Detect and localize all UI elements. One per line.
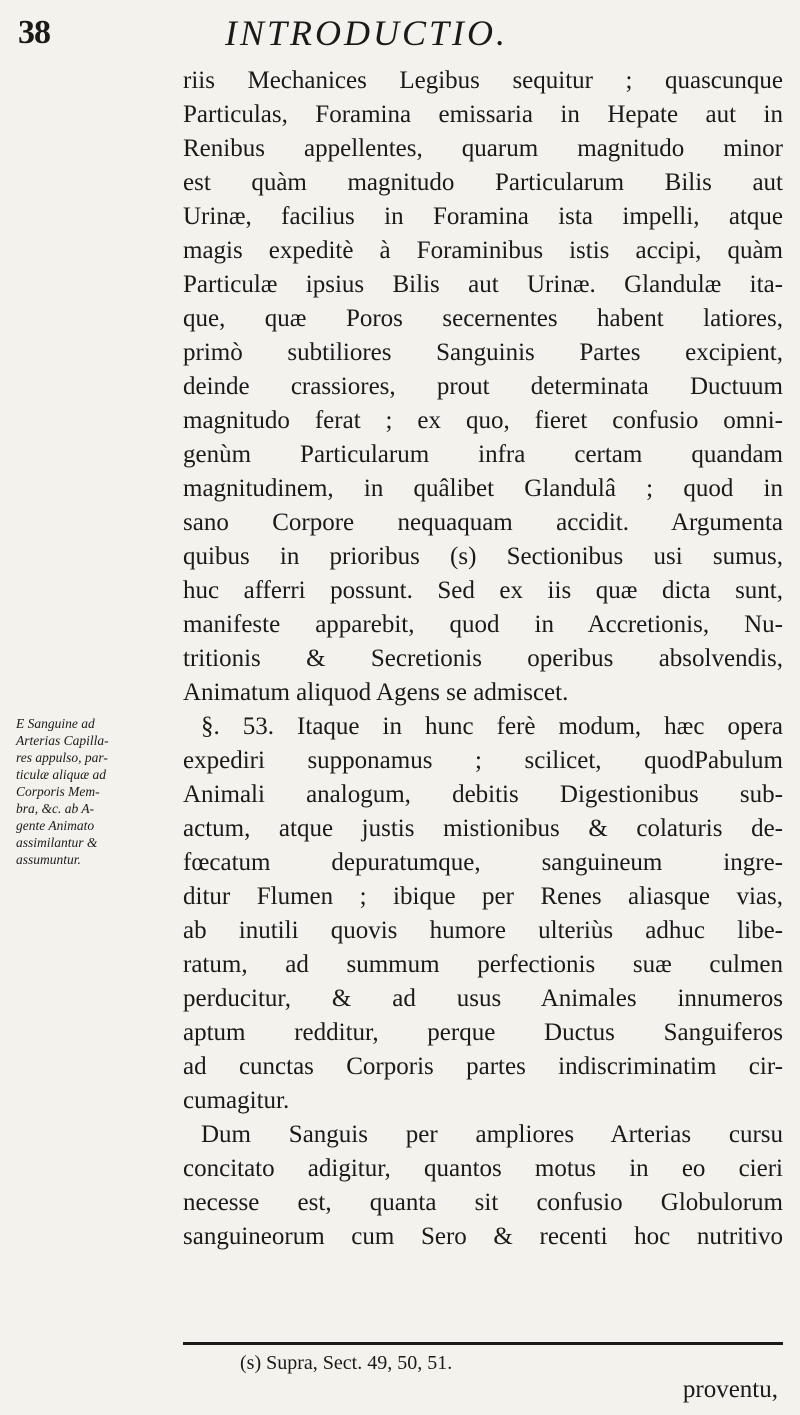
text-line: magnitudinem, in quâlibet Glandulâ ; quod in <box>183 475 783 502</box>
marginal-note-line: Corporis Mem- <box>16 784 100 799</box>
footnote: (s) Supra, Sect. 49, 50, 51. <box>240 1352 453 1374</box>
text-line: ab inutili quovis humore ulteriùs adhuc libe- <box>183 917 783 944</box>
page-number: 38 <box>18 14 50 51</box>
text-line: ratum, ad summum perfectionis suæ culmen <box>183 951 783 978</box>
catchword: proventu, <box>682 1376 778 1403</box>
marginal-note-line: E Sanguine ad <box>16 716 95 731</box>
text-line: aptum redditur, perque Ductus Sanguiferos <box>183 1019 783 1046</box>
text-line: sano Corpore nequaquam accidit. Argumenta <box>183 509 783 536</box>
marginal-note-line: ticulæ aliquæ ad <box>16 767 107 782</box>
text-line: deinde crassiores, prout determinata Ductuum <box>183 373 783 400</box>
text-line: Particulæ ipsius Bilis aut Urinæ. Glandulæ ita- <box>183 271 783 298</box>
section-53-first-line: §. 53. Itaque in hunc ferè modum, hæc opera <box>201 713 783 740</box>
text-line: actum, atque justis mistionibus & colaturis de- <box>183 815 783 842</box>
text-line: sanguineorum cum Sero & recenti hoc nutritivo <box>183 1223 783 1250</box>
text-line: huc afferri possunt. Sed ex iis quæ dicta sunt, <box>183 577 783 604</box>
text-line: necesse est, quanta sit confusio Globulorum <box>183 1189 783 1216</box>
text-line: genùm Particularum infra certam quandam <box>183 441 783 468</box>
text-line: est quàm magnitudo Particularum Bilis aut <box>183 169 783 196</box>
text-line: manifeste apparebit, quod in Accretionis, Nu- <box>183 611 783 638</box>
text-line: magnitudo ferat ; ex quo, fieret confusio omni- <box>183 407 783 434</box>
paragraph-first-line: Dum Sanguis per ampliores Arterias cursu <box>201 1121 783 1148</box>
text-line: ad cunctas Corporis partes indiscriminatim cir- <box>183 1053 783 1080</box>
marginal-note-line: assimilantur & <box>16 835 98 850</box>
text-line: Animali analogum, debitis Digestionibus sub- <box>183 781 783 808</box>
text-line: Urinæ, facilius in Foramina ista impelli, atque <box>183 203 783 230</box>
text-line: ditur Flumen ; ibique per Renes aliasque vias, <box>183 883 783 910</box>
text-line: concitato adigitur, quantos motus in eo cieri <box>183 1155 783 1182</box>
text-line: fœcatum depuratumque, sanguineum ingre- <box>183 849 783 876</box>
marginal-note-line: res appulso, par- <box>16 750 108 765</box>
text-line: que, quæ Poros secernentes habent latiores, <box>183 305 783 332</box>
text-line: expediri supponamus ; scilicet, quodPabulum <box>183 747 783 774</box>
text-line: tritionis & Secretionis operibus absolvendis, <box>183 645 783 672</box>
running-head: INTRODUCTIO. <box>225 13 509 53</box>
text-line: quibus in prioribus (s) Sectionibus usi sumus, <box>183 543 783 570</box>
marginal-note-line: bra, &c. ab A- <box>16 801 95 816</box>
text-line: cumagitur. <box>183 1087 290 1114</box>
marginal-note-line: assumuntur. <box>16 852 81 867</box>
text-line: Particulas, Foramina emissaria in Hepate aut in <box>183 101 783 128</box>
marginal-note <box>16 715 152 868</box>
text-line: Animatum aliquod Agens se admiscet. <box>183 679 569 706</box>
text-line: riis Mechanices Legibus sequitur ; quascunque <box>183 67 783 94</box>
marginal-note-line: gente Animato <box>16 818 95 833</box>
marginal-note-line: Arterias Capilla- <box>16 733 109 748</box>
text-line: perducitur, & ad usus Animales innumeros <box>183 985 783 1012</box>
text-line: Renibus appellentes, quarum magnitudo minor <box>183 135 783 162</box>
footnote-rule <box>183 1342 783 1345</box>
text-line: primò subtiliores Sanguinis Partes excipient, <box>183 339 783 366</box>
text-line: magis expeditè à Foraminibus istis accipi, quàm <box>183 237 783 264</box>
main-text-block <box>183 64 783 1254</box>
